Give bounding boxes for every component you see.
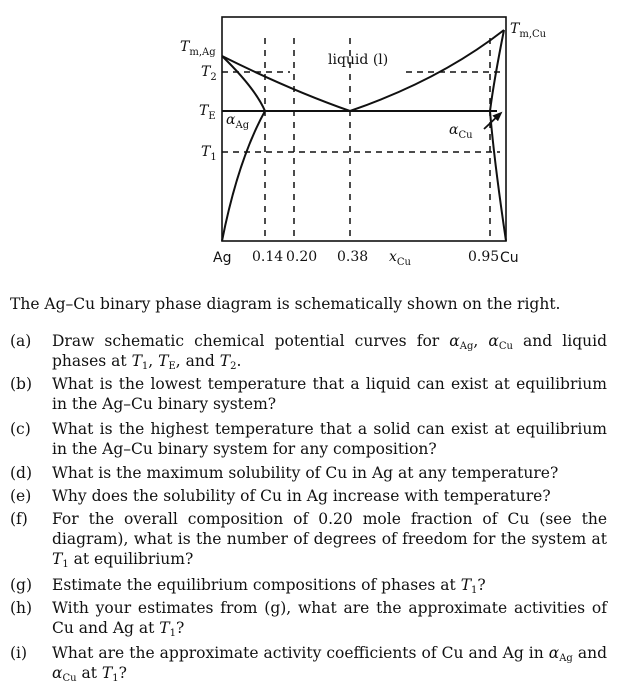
question-label: (g) <box>10 576 33 594</box>
t2-label: $T_2$ <box>201 64 217 83</box>
tick-0.14: 0.14 <box>252 249 284 265</box>
tick-cu: Cu <box>500 250 519 266</box>
intro-text: The Ag–Cu binary phase diagram is schematically shown on the right. <box>10 295 561 313</box>
alpha-cu-arrow <box>484 113 501 129</box>
ag-cu-phase-diagram <box>0 0 622 280</box>
tm-ag-label: $T_{m,Ag}$ <box>180 39 216 58</box>
question-label: (i) <box>10 644 28 662</box>
question-text: With your estimates from (g), what are the approximate activities of Cu and Ag at $T_1$? <box>52 599 607 639</box>
alpha-cu-label: $\alpha_{Cu}$ <box>449 122 473 141</box>
alpha-ag-label: $\alpha_{Ag}$ <box>226 112 250 131</box>
question-text: Draw schematic chemical potential curves for $\alpha_{Ag}$, $\alpha_{Cu}$ and liquid phases at $T_1$, $T_E$, and $T_2$. <box>52 332 607 372</box>
tm-cu-label: $T_{m,Cu}$ <box>510 21 547 40</box>
question-text: Why does the solubility of Cu in Ag increase with temperature? <box>52 487 551 505</box>
question-label: (c) <box>10 420 31 438</box>
question-label: (b) <box>10 375 33 393</box>
question-text: For the overall composition of 0.20 mole fraction of Cu (see the diagram), what is the number of degrees of freedom for the system at $T_1$ at equilibrium? <box>52 510 607 570</box>
solidus-ag <box>222 56 265 111</box>
question-label: (f) <box>10 510 28 528</box>
x-axis-label: $x_{Cu}$ <box>389 249 411 268</box>
question-text: What are the approximate activity coefficients of Cu and Ag in $\alpha_{Ag}$ and $\alpha_{Cu}$ at $T_1$? <box>52 644 607 684</box>
liquidus-cu-side <box>350 30 504 111</box>
tick-0.38: 0.38 <box>337 249 369 265</box>
question-label: (e) <box>10 487 32 505</box>
question-text: What is the highest temperature that a solid can exist at equilibrium in the Ag–Cu binary system for any composition? <box>52 420 607 458</box>
tick-ag: Ag <box>213 250 232 266</box>
solidus-cu <box>490 30 504 111</box>
question-text: Estimate the equilibrium compositions of phases at $T_1$? <box>52 576 486 596</box>
question-label: (a) <box>10 332 32 350</box>
question-text: What is the lowest temperature that a liquid can exist at equilibrium in the Ag–Cu binary system? <box>52 375 607 413</box>
tick-0.95: 0.95 <box>468 249 500 265</box>
question-label: (d) <box>10 464 33 482</box>
question-text: What is the maximum solubility of Cu in Ag at any temperature? <box>52 464 559 482</box>
te-label: $T_E$ <box>199 103 216 122</box>
solvus-cu <box>490 111 506 241</box>
t1-label: $T_1$ <box>201 144 217 163</box>
question-label: (h) <box>10 599 33 617</box>
liquid-label: liquid (l) <box>328 52 389 68</box>
tick-0.20: 0.20 <box>286 249 318 265</box>
